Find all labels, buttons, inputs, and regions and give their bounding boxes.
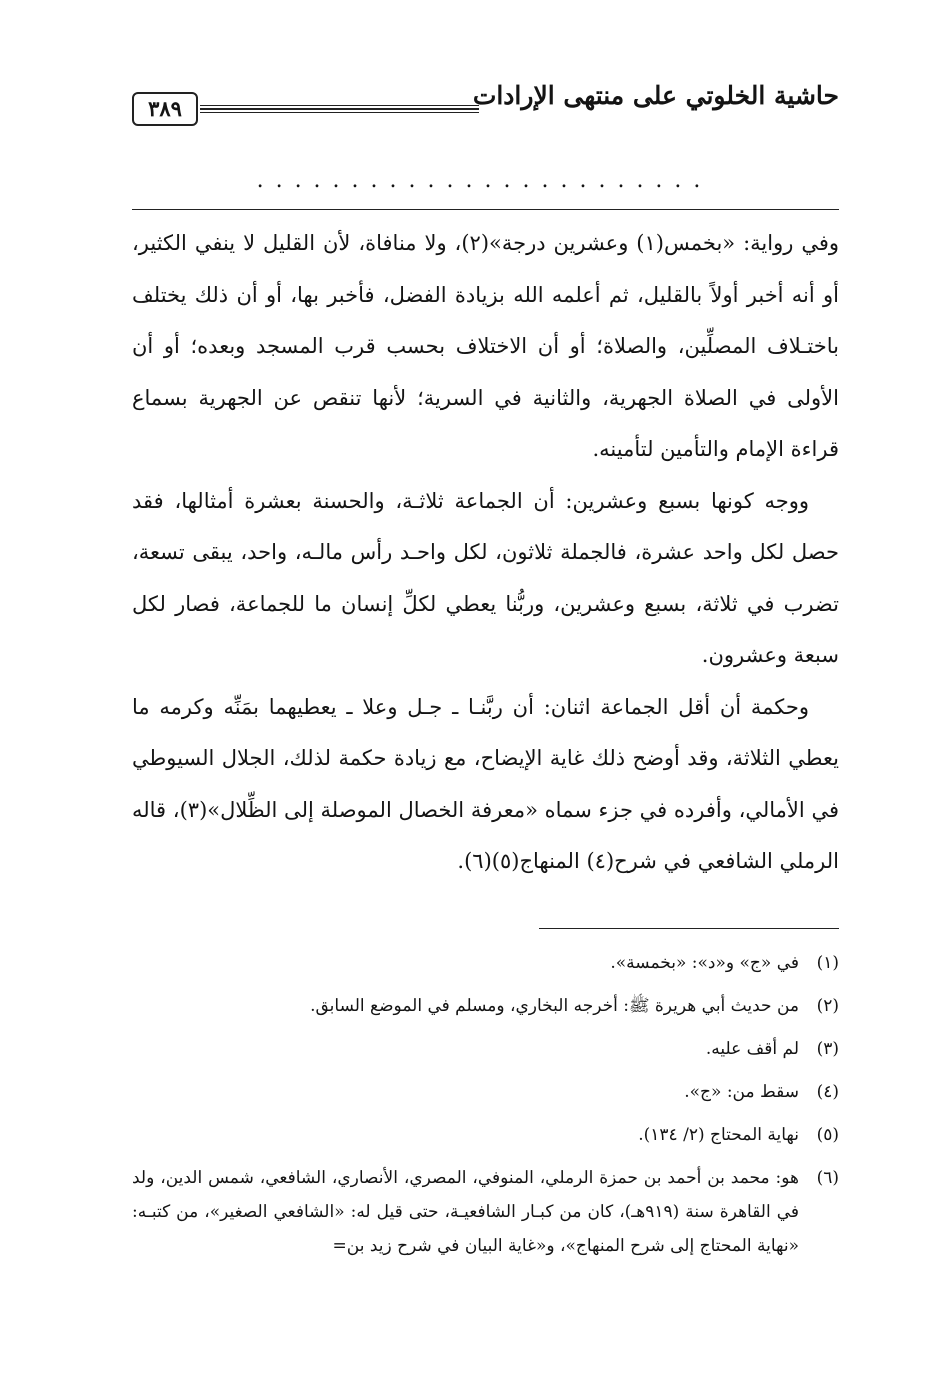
header-rule <box>200 105 479 114</box>
footnote <box>132 985 839 1028</box>
footnote <box>132 1028 839 1071</box>
footnote-number: (١) <box>816 953 839 973</box>
footnote <box>132 1114 839 1157</box>
footnote-rule <box>539 928 839 929</box>
footnote-number: (٥) <box>816 1125 839 1145</box>
footnote-text: نهاية المحتاج (٢/ ١٣٤). <box>638 1125 799 1145</box>
main-text <box>132 218 839 888</box>
footnotes <box>132 942 839 1263</box>
footnote-number: (٤) <box>816 1082 839 1102</box>
ellipsis-separator: ........................ <box>256 170 713 192</box>
paragraph: وحكمة أن أقل الجماعة اثنان: أن ربَّنـا ـ جـل وعلا ـ يعطيهما بمَنِّه وكرمه ما يعطي الثلاثة، وقد أوضح ذلك غاية الإيضاح، مع زيادة حكمة لذلك، الجلال السيوطي في الأمالي، وأفرده في جزء سماه «معرفة الخصال الموصلة إلى الظِّلال»(٣)، قاله الرملي الشافعي في شرح(٤) المنهاج(٥)(٦). <box>132 694 839 873</box>
paragraph: ووجه كونها بسبع وعشرين: أن الجماعة ثلاثـة، والحسنة بعشرة أمثالها، فقد حصل لكل واحد عشرة، فالجملة ثلاثون، لكل واحـد رأس مالـه، واحد، يبقى تسعة، تضرب في ثلاثة، بسبع وعشرين، وربُّنا يعطي لكلِّ إنسان ما للجماعة، فصار لكل سبعة وعشرون. <box>132 488 839 667</box>
footnote-text: سقط من: «ج». <box>684 1082 799 1102</box>
running-title: حاشية الخلوتي على منتهى الإرادات <box>472 81 839 110</box>
footnote-text: في «ج» و«د»: «بخمسة». <box>610 953 799 973</box>
footnote-text: هو: محمد بن أحمد بن حمزة الرملي، المنوفي، المصري، الأنصاري، الشافعي، شمس الدين، ولد في القاهرة سنة (٩١٩هـ)، كان من كبـار الشافعيـة، حتى قيل له: «الشافعي الصغير»، من كتبـه: «نهاية المحتاج إلى شرح المنهاج»، و«غاية البيان في شرح زيد بن= <box>132 1168 800 1256</box>
footnote-text: لم أقف عليه. <box>705 1039 799 1059</box>
footnote-number: (٦) <box>816 1168 839 1188</box>
footnote-number: (٢) <box>816 996 839 1016</box>
page-number: ٣٨٩ <box>132 92 198 126</box>
paragraph: وفي رواية: «بخمس(١) وعشرين درجة»(٢)، ولا منافاة، لأن القليل لا ينفي الكثير، أو أنه أخبر أولاً بالقليل، ثم أعلمه الله بزيادة الفضل، فأخبر بها، أو أن ذلك يختلف باختـلاف المصلِّين، والصلاة؛ أو أن الاختلاف بحسب قرب المسجد وبعده؛ أو أن الأولى في الصلاة الجهرية، والثانية في السرية؛ لأنها تنقص عن الجهرية بسماع قراءة الإمام والتأمين لتأمينه. <box>132 231 840 461</box>
footnote-number: (٣) <box>816 1039 839 1059</box>
footnote <box>132 942 839 985</box>
footnote-text: من حديث أبي هريرة ﷺ: أخرجه البخاري، ومسلم في الموضع السابق. <box>310 996 799 1016</box>
footnote <box>132 1157 839 1263</box>
footnote <box>132 1071 839 1114</box>
section-rule <box>132 209 839 210</box>
